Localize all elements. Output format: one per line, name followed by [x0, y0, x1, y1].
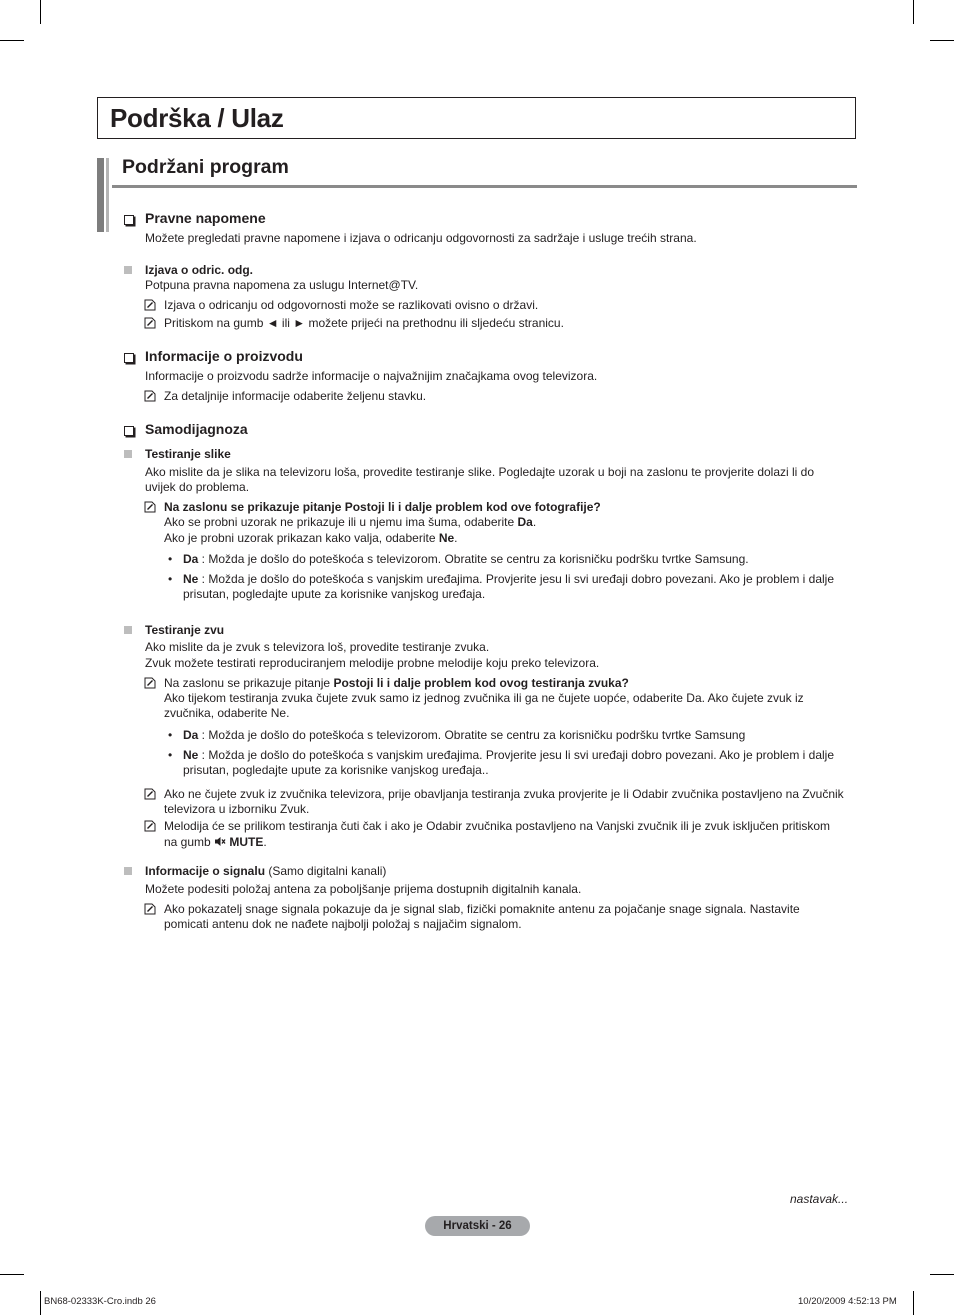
- heading-samodijagnoza: Samodijagnoza: [145, 421, 248, 437]
- crop-mark: [0, 40, 24, 41]
- heading-informacije-o-proizvodu: Informacije o proizvodu: [145, 348, 303, 364]
- signal-note-line-2: pomicati antenu dok ne nađete najbolji položaj s najjačim signalom.: [164, 917, 522, 931]
- section-divider: [112, 185, 857, 188]
- note-icon: [144, 677, 156, 689]
- crop-mark: [913, 1291, 914, 1315]
- zvu-da-item: Da : Možda je došlo do poteškoća s televizorom. Obratite se centru za korisničku podršku tvrtke Samsung: [183, 728, 746, 742]
- page-number-badge: Hrvatski - 26: [425, 1216, 530, 1236]
- slike-da-item: Da : Možda je došlo do poteškoća s televizorom. Obratite se centru za korisničku podršku tvrtke Samsung.: [183, 552, 749, 566]
- page-title: Podrška / Ulaz: [110, 103, 284, 133]
- square-bullet-icon: [124, 626, 132, 634]
- zvu-ne-item-line-2: prisutan, pogledajte upute za korisnike vanjskog uređaja..: [183, 763, 489, 777]
- section-marker: [97, 158, 104, 232]
- note-icon: [144, 501, 156, 513]
- checkbox-bullet-icon: [124, 215, 134, 225]
- crop-mark: [40, 0, 41, 24]
- signal-description: Možete podesiti položaj antena za poboljšanje prijema dostupnih digitalnih kanala.: [145, 882, 582, 896]
- crop-mark: [930, 40, 954, 41]
- section-title: Podržani program: [122, 156, 289, 178]
- informacije-description: Informacije o proizvodu sadrže informacije o najvažnijim značajkama ovog televizora.: [145, 369, 598, 383]
- note-icon: [144, 820, 156, 832]
- testiranje-zvu-line-1: Ako mislite da je zvuk s televizora loš, provedite testiranje zvuka.: [145, 640, 490, 654]
- square-bullet-icon: [124, 266, 132, 274]
- zvu-note-line-2: Ako tijekom testiranja zvuka čujete zvuk samo iz jednog zvučnika ili ga ne čujete uopće, odaberite Da. Ako čujete zvuk iz: [164, 691, 804, 705]
- izjava-text: Potpuna pravna napomena za uslugu Internet@TV.: [145, 278, 419, 292]
- continue-label: nastavak...: [790, 1192, 849, 1206]
- zvu-note-question: Na zaslonu se prikazuje pitanje Postoji li i dalje problem kod ovog testiranja zvuka?: [164, 676, 629, 690]
- zvu-ne-item: Ne : Možda je došlo do poteškoća s vanjskim uređajima. Provjerite jesu li svi uređaji dobro povezani. Ako je problem i dalje: [183, 748, 834, 762]
- file-info: BN68-02333K-Cro.indb 26: [44, 1296, 156, 1307]
- slike-note-line-3: Ako je probni uzorak prikazan kako valja, odaberite Ne.: [164, 531, 458, 545]
- slike-ne-item-line-2: prisutan, pogledajte upute za korisnike vanjskog uređaja.: [183, 587, 486, 601]
- note-icon: [144, 903, 156, 915]
- crop-mark: [930, 1274, 954, 1275]
- crop-mark: [0, 1274, 24, 1275]
- zvu-note-3-line-2: na gumb MUTE.: [164, 835, 267, 849]
- note-icon: [144, 390, 156, 402]
- note-icon: [144, 317, 156, 329]
- square-bullet-icon: [124, 867, 132, 875]
- bullet-dot-icon: •: [168, 728, 173, 742]
- zvu-note-line-3: zvučnika, odaberite Ne.: [164, 706, 290, 720]
- heading-pravne-napomene: Pravne napomene: [145, 210, 266, 226]
- testiranje-slike-line-1: Ako mislite da je slika na televizoru loša, provedite testiranje slike. Pogledajte uzorak u boji na zaslonu te provjerite dolazi li do: [145, 465, 815, 479]
- bullet-dot-icon: •: [168, 748, 173, 762]
- pravne-note-2: Pritiskom na gumb ◄ ili ► možete prijeći na prethodnu ili sljedeću stranicu.: [164, 316, 564, 330]
- print-datetime: 10/20/2009 4:52:13 PM: [798, 1296, 897, 1307]
- section-marker: [106, 158, 109, 232]
- informacije-o-signalu-title: Informacije o signalu (Samo digitalni kanali): [145, 864, 387, 878]
- bullet-dot-icon: •: [168, 572, 173, 586]
- zvu-note-2-line-1: Ako ne čujete zvuk iz zvučnika televizora, prije obavljanja testiranja zvuka provjerite je li Odabir zvučnika postavljeno na Zvučnik: [164, 787, 844, 801]
- crop-mark: [40, 1291, 41, 1315]
- checkbox-bullet-icon: [124, 426, 134, 436]
- informacije-note: Za detaljnije informacije odaberite željenu stavku.: [164, 389, 427, 403]
- zvu-note-3-line-1: Melodija će se prilikom testiranja čuti čak i ako je Odabir zvučnika postavljeno na Vanjski zvučnik ili je zvuk isključen pritiskom: [164, 819, 831, 833]
- testiranje-zvu-line-2: Zvuk možete testirati reproduciranjem melodije probne melodije koju preko televizora.: [145, 656, 600, 670]
- testiranje-slike-line-2: uvijek do problema.: [145, 480, 250, 494]
- slike-note-question: Na zaslonu se prikazuje pitanje Postoji li i dalje problem kod ove fotografije?: [164, 500, 601, 514]
- page-title-box: [97, 97, 856, 139]
- izjava-title: Izjava o odric. odg.: [145, 263, 254, 277]
- testiranje-zvu-title: Testiranje zvu: [145, 623, 225, 637]
- note-icon: [144, 788, 156, 800]
- note-icon: [144, 299, 156, 311]
- square-bullet-icon: [124, 450, 132, 458]
- testiranje-slike-title: Testiranje slike: [145, 447, 231, 461]
- slike-note-line-2: Ako se probni uzorak ne prikazuje ili u njemu ima šuma, odaberite Da.: [164, 515, 537, 529]
- pravne-note-1: Izjava o odricanju od odgovornosti može se razlikovati ovisno o državi.: [164, 298, 539, 312]
- mute-icon: [214, 836, 226, 847]
- checkbox-bullet-icon: [124, 353, 134, 363]
- crop-mark: [913, 0, 914, 24]
- bullet-dot-icon: •: [168, 552, 173, 566]
- slike-ne-item: Ne : Možda je došlo do poteškoća s vanjskim uređajima. Provjerite jesu li svi uređaji dobro povezani. Ako je problem i dalje: [183, 572, 834, 586]
- pravne-description: Možete pregledati pravne napomene i izjava o odricanju odgovornosti za sadržaje i usluge trećih strana.: [145, 231, 697, 245]
- signal-note-line-1: Ako pokazatelj snage signala pokazuje da je signal slab, fizički pomaknite antenu za pojačanje snage signala. Nastavite: [164, 902, 800, 916]
- zvu-note-2-line-2: televizora u izborniku Zvuk.: [164, 802, 310, 816]
